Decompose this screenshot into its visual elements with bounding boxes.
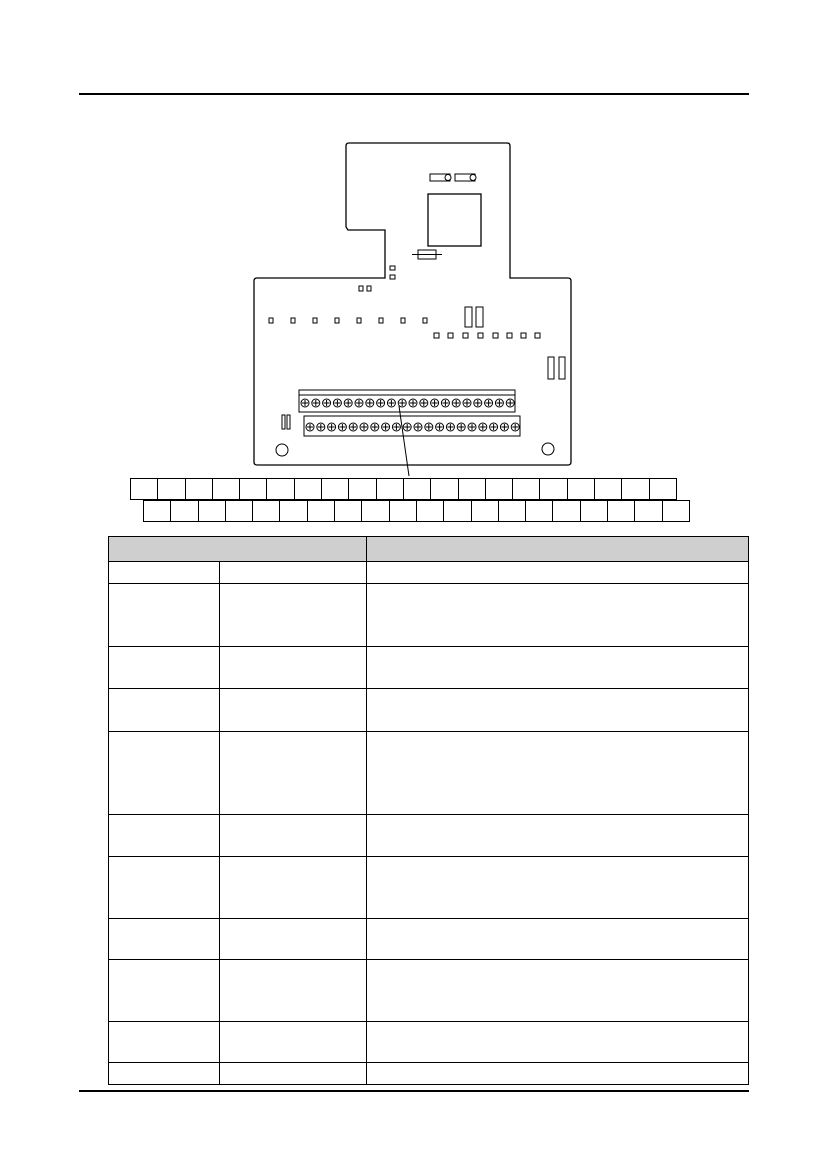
terminal-cell bbox=[171, 501, 198, 521]
cell bbox=[220, 919, 367, 960]
terminal-cell bbox=[486, 479, 513, 499]
terminal-cell bbox=[335, 501, 362, 521]
terminal-cell bbox=[280, 501, 307, 521]
cell bbox=[367, 732, 749, 815]
terminal-cell bbox=[417, 501, 444, 521]
cell bbox=[109, 919, 220, 960]
cell bbox=[367, 919, 749, 960]
terminal-cell bbox=[540, 479, 567, 499]
terminal-cell bbox=[267, 479, 294, 499]
terminal-cell bbox=[663, 501, 690, 521]
terminal-cell bbox=[377, 479, 404, 499]
terminal-cell bbox=[240, 479, 267, 499]
terminal-cell bbox=[513, 479, 540, 499]
cell bbox=[109, 647, 220, 689]
header-terminal bbox=[109, 537, 367, 562]
lower-terminal-block bbox=[304, 416, 520, 436]
cell bbox=[367, 815, 749, 857]
terminal-cell bbox=[253, 501, 280, 521]
upper-terminal-strip bbox=[130, 478, 677, 500]
cell bbox=[367, 647, 749, 689]
cell bbox=[220, 815, 367, 857]
cell bbox=[109, 562, 220, 584]
terminal-cell bbox=[322, 479, 349, 499]
header-description bbox=[367, 537, 749, 562]
mounting-hole-right bbox=[542, 443, 554, 455]
main-chip bbox=[428, 194, 481, 246]
cell bbox=[109, 857, 220, 919]
cell bbox=[220, 1063, 367, 1085]
cell bbox=[220, 562, 367, 584]
mounting-hole-left bbox=[276, 444, 288, 456]
cell bbox=[109, 689, 220, 732]
cell bbox=[109, 815, 220, 857]
terminal-cell bbox=[444, 501, 471, 521]
terminal-cell bbox=[568, 479, 595, 499]
cell bbox=[220, 647, 367, 689]
control-board-diagram bbox=[0, 0, 840, 480]
cell bbox=[109, 960, 220, 1022]
terminal-cell bbox=[608, 501, 635, 521]
terminal-cell bbox=[186, 479, 213, 499]
terminal-cell bbox=[459, 479, 486, 499]
terminal-cell bbox=[581, 501, 608, 521]
cell bbox=[367, 857, 749, 919]
cell bbox=[109, 584, 220, 647]
lower-terminal-strip bbox=[143, 500, 690, 522]
terminal-cell bbox=[499, 501, 526, 521]
cell bbox=[109, 732, 220, 815]
terminal-cell bbox=[226, 501, 253, 521]
terminal-cell bbox=[349, 479, 376, 499]
terminal-cell bbox=[295, 479, 322, 499]
terminal-cell bbox=[131, 479, 158, 499]
terminal-cell bbox=[526, 501, 553, 521]
terminal-cell bbox=[595, 479, 622, 499]
terminal-cell bbox=[472, 501, 499, 521]
upper-terminal-block bbox=[299, 390, 515, 412]
cell bbox=[367, 1022, 749, 1063]
terminal-cell bbox=[553, 501, 580, 521]
bottom-rule bbox=[79, 1090, 749, 1092]
terminal-cell bbox=[390, 501, 417, 521]
cell bbox=[109, 1063, 220, 1085]
cell bbox=[367, 562, 749, 584]
terminal-cell bbox=[362, 501, 389, 521]
cell bbox=[220, 689, 367, 732]
cell bbox=[220, 584, 367, 647]
cell bbox=[220, 732, 367, 815]
terminal-cell bbox=[622, 479, 649, 499]
terminal-cell bbox=[158, 479, 185, 499]
cell bbox=[367, 584, 749, 647]
terminal-cell bbox=[431, 479, 458, 499]
cell bbox=[109, 1022, 220, 1063]
terminal-cell bbox=[635, 501, 662, 521]
cell bbox=[367, 689, 749, 732]
cell bbox=[367, 960, 749, 1022]
terminal-cell bbox=[213, 479, 240, 499]
terminal-cell bbox=[199, 501, 226, 521]
cell bbox=[220, 960, 367, 1022]
terminal-cell bbox=[650, 479, 677, 499]
cell bbox=[367, 1063, 749, 1085]
terminal-cell bbox=[308, 501, 335, 521]
terminal-cell bbox=[404, 479, 431, 499]
terminal-cell bbox=[144, 501, 171, 521]
cell bbox=[220, 1022, 367, 1063]
cell bbox=[220, 857, 367, 919]
terminal-spec-table bbox=[108, 536, 749, 1085]
